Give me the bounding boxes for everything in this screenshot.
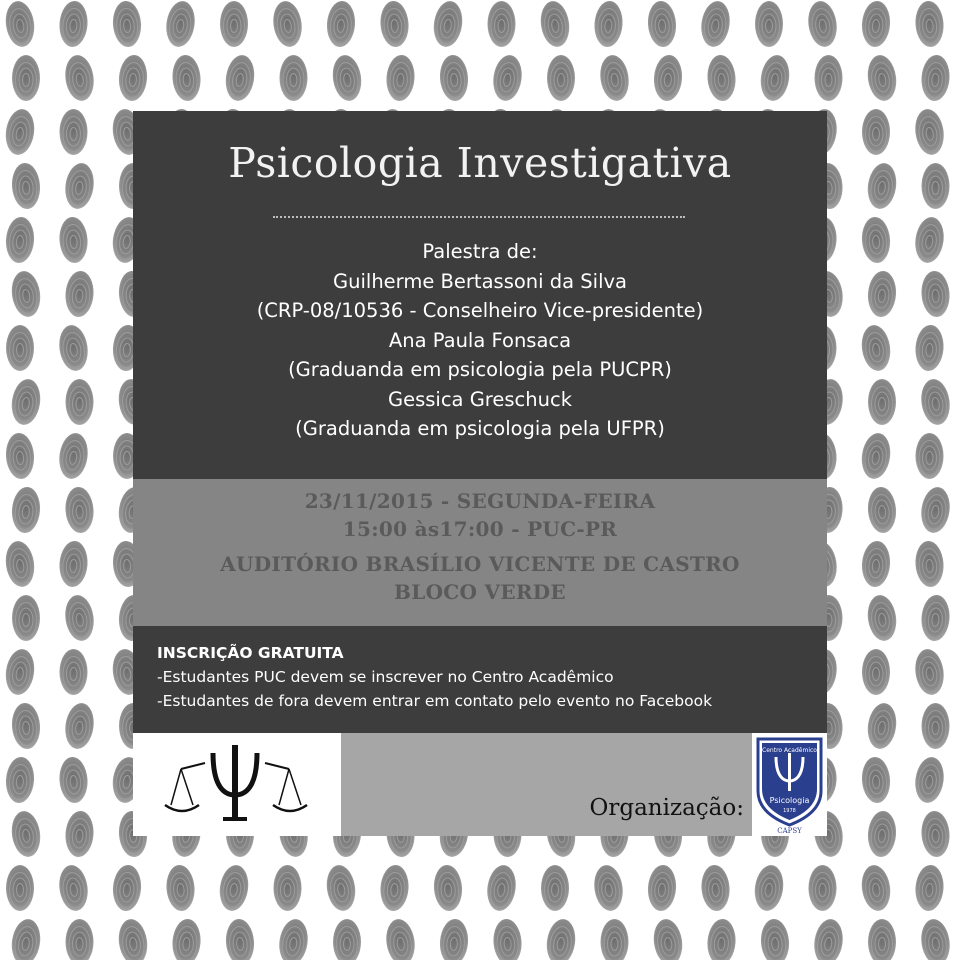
- fingerprint-mark: [866, 810, 897, 858]
- fingerprint-mark: [916, 433, 944, 479]
- fingerprint-mark: [544, 917, 578, 960]
- speaker-line: Ana Paula Fonsaca: [388, 328, 572, 352]
- speakers-heading: Palestra de:: [422, 240, 538, 263]
- fingerprint-mark: [538, 0, 572, 49]
- fingerprint-mark: [755, 1, 783, 47]
- fingerprint-mark: [758, 53, 792, 102]
- fingerprint-mark: [171, 54, 202, 102]
- fingerprint-mark: [860, 216, 891, 264]
- registration-line: -Estudantes PUC devem se inscrever no Centro Acadêmico: [157, 668, 614, 686]
- fingerprint-mark: [860, 540, 891, 588]
- fingerprint-mark: [62, 701, 96, 750]
- fingerprint-mark: [9, 917, 43, 960]
- logo-acronym-text: CAPSY: [777, 827, 802, 835]
- fingerprint-mark: [10, 162, 41, 210]
- fingerprint-mark: [62, 53, 96, 102]
- fingerprint-mark: [60, 109, 88, 155]
- fingerprint-mark: [3, 0, 37, 49]
- fingerprint-mark: [280, 55, 308, 101]
- fingerprint-mark: [912, 215, 946, 264]
- capsy-logo-panel: [752, 733, 827, 836]
- logo-arc-text: Centro Acadêmico: [762, 747, 817, 754]
- fingerprint-mark: [597, 53, 631, 102]
- fingerprint-mark: [541, 865, 569, 911]
- organization-panel: [341, 733, 752, 836]
- fingerprint-mark: [809, 865, 837, 911]
- fingerprint-mark: [270, 0, 304, 49]
- fingerprint-mark: [163, 0, 197, 49]
- fingerprint-mark: [385, 54, 416, 102]
- fingerprint-mark: [379, 864, 410, 912]
- psi-scales-logo-icon: [133, 733, 341, 836]
- fingerprint-mark: [58, 0, 89, 48]
- organization-label: Organização:: [589, 795, 744, 821]
- registration-heading: INSCRIÇÃO GRATUITA: [157, 644, 344, 662]
- fingerprint-mark: [805, 0, 839, 49]
- fingerprint-mark: [116, 917, 150, 960]
- fingerprint-mark: [111, 0, 142, 48]
- fingerprint-mark: [918, 485, 952, 534]
- fingerprint-mark: [12, 55, 40, 101]
- fingerprint-mark: [860, 0, 891, 48]
- fingerprint-mark: [912, 647, 946, 696]
- fingerprint-mark: [918, 377, 952, 426]
- fingerprint-mark: [56, 431, 90, 480]
- speaker-line: (Graduanda em psicologia pela PUCPR): [288, 358, 672, 381]
- fingerprint-mark: [914, 540, 945, 588]
- fingerprint-mark: [914, 864, 945, 912]
- fingerprint-mark: [646, 0, 677, 48]
- fingerprint-mark: [3, 647, 37, 696]
- fingerprint-mark: [6, 325, 34, 371]
- fingerprint-mark: [58, 540, 89, 588]
- fingerprint-mark: [868, 919, 896, 960]
- fingerprint-mark: [60, 649, 88, 695]
- fingerprint-mark: [438, 54, 469, 102]
- fingerprint-mark: [859, 863, 893, 912]
- fingerprint-mark: [866, 486, 897, 534]
- fingerprint-mark: [3, 539, 37, 588]
- fingerprint-mark: [117, 54, 148, 102]
- fingerprint-mark: [918, 917, 952, 960]
- fingerprint-mark: [865, 593, 899, 642]
- registration-line: -Estudantes de fora devem entrar em contato pelo evento no Facebook: [157, 692, 713, 710]
- fingerprint-mark: [868, 379, 896, 425]
- fingerprint-mark: [330, 53, 364, 102]
- fingerprint-mark: [274, 865, 302, 911]
- fingerprint-mark: [859, 431, 893, 480]
- fingerprint-mark: [866, 270, 897, 318]
- fingerprint-mark: [912, 755, 946, 804]
- psi-shield-logo-icon: [752, 733, 827, 836]
- fingerprint-mark: [10, 486, 41, 534]
- event-title: Psicologia Investigativa: [228, 139, 732, 187]
- fingerprint-mark: [601, 919, 629, 960]
- fingerprint-mark: [9, 809, 43, 858]
- fingerprint-mark: [66, 919, 94, 960]
- fingerprint-mark: [700, 864, 731, 912]
- fingerprint-mark: [484, 863, 518, 912]
- event-venue: AUDITÓRIO BRASÍLIO VICENTE DE CASTRO: [220, 552, 740, 576]
- fingerprint-mark: [920, 270, 951, 318]
- fingerprint-mark: [324, 863, 358, 912]
- fingerprint-mark: [64, 270, 95, 318]
- fingerprint-mark: [379, 0, 410, 48]
- fingerprint-mark: [492, 918, 523, 960]
- footer-panel: [133, 733, 827, 836]
- speaker-line: (Graduanda em psicologia pela UFPR): [295, 417, 665, 440]
- fingerprint-mark: [56, 323, 90, 372]
- fingerprint-mark: [914, 324, 945, 372]
- fingerprint-mark: [593, 0, 624, 48]
- fingerprint-mark: [646, 864, 677, 912]
- fingerprint-mark: [752, 863, 786, 912]
- fingerprint-mark: [865, 53, 899, 102]
- title-panel: [133, 111, 827, 479]
- fingerprint-mark: [3, 107, 37, 156]
- fingerprint-mark: [706, 918, 737, 960]
- fingerprint-mark: [64, 810, 95, 858]
- fingerprint-mark: [860, 756, 891, 804]
- event-time: 15:00 às17:00 - PUC-PR: [342, 517, 618, 541]
- fingerprint-mark: [220, 1, 248, 47]
- fingerprint-mark: [914, 0, 945, 48]
- fingerprint-mark: [224, 918, 255, 960]
- fingerprint-mark: [591, 863, 625, 912]
- event-details-panel: [133, 479, 827, 626]
- fingerprint-mark: [56, 863, 90, 912]
- fingerprint-mark: [171, 918, 202, 960]
- fingerprint-mark: [920, 810, 951, 858]
- fingerprint-mark: [62, 161, 96, 210]
- fingerprint-mark: [432, 864, 463, 912]
- fingerprint-mark: [223, 53, 257, 102]
- speaker-line: Guilherme Bertassoni da Silva: [333, 269, 627, 293]
- fingerprint-mark: [58, 216, 89, 264]
- fingerprint-mark: [862, 109, 890, 155]
- fingerprint-mark: [862, 649, 890, 695]
- fingerprint-mark: [333, 919, 361, 960]
- fingerprint-mark: [325, 0, 356, 48]
- fingerprint-mark: [865, 161, 899, 210]
- fingerprint-mark: [547, 55, 575, 101]
- event-block: BLOCO VERDE: [394, 580, 566, 604]
- logo-name-text: Psicologia: [769, 796, 810, 805]
- fingerprint-mark: [651, 917, 685, 960]
- psi-scales-logo-panel: [133, 733, 341, 836]
- fingerprint-mark: [62, 593, 96, 642]
- fingerprint-mark: [811, 917, 845, 960]
- fingerprint-mark: [9, 269, 43, 318]
- fingerprint-mark: [111, 864, 142, 912]
- speaker-line: Gessica Greschuck: [387, 387, 573, 411]
- fingerprint-mark: [165, 864, 196, 912]
- title-divider: [273, 216, 685, 218]
- registration-panel: [133, 626, 827, 733]
- fingerprint-mark: [706, 54, 737, 102]
- fingerprint-mark: [64, 486, 95, 534]
- fingerprint-mark: [759, 918, 790, 960]
- fingerprint-mark: [58, 756, 89, 804]
- fingerprint-mark: [865, 701, 899, 750]
- speakers-block: [133, 237, 827, 444]
- fingerprint-mark: [4, 432, 35, 480]
- fingerprint-mark: [815, 55, 843, 101]
- fingerprint-mark: [4, 216, 35, 264]
- fingerprint-mark: [438, 918, 469, 960]
- fingerprint-mark: [276, 917, 310, 960]
- fingerprint-mark: [217, 863, 251, 912]
- fingerprint-mark: [10, 702, 41, 750]
- fingerprint-mark: [922, 703, 950, 749]
- logo-year-text: 1978: [783, 808, 796, 814]
- fingerprint-mark: [4, 756, 35, 804]
- fingerprint-mark: [431, 0, 465, 49]
- fingerprint-mark: [66, 379, 94, 425]
- fingerprint-mark: [920, 594, 951, 642]
- speaker-line: (CRP-08/10536 - Conselheiro Vice-presidente): [256, 299, 704, 322]
- fingerprint-mark: [9, 377, 43, 426]
- fingerprint-mark: [920, 54, 951, 102]
- event-date: 23/11/2015 - SEGUNDA-FEIRA: [304, 489, 656, 513]
- fingerprint-mark: [12, 595, 40, 641]
- fingerprint-mark: [912, 107, 946, 156]
- fingerprint-mark: [698, 0, 732, 49]
- fingerprint-mark: [6, 865, 34, 911]
- fingerprint-mark: [859, 323, 893, 372]
- fingerprint-mark: [652, 54, 683, 102]
- fingerprint-mark: [488, 1, 516, 47]
- fingerprint-mark: [922, 163, 950, 209]
- fingerprint-mark: [383, 917, 417, 960]
- fingerprint-mark: [490, 53, 524, 102]
